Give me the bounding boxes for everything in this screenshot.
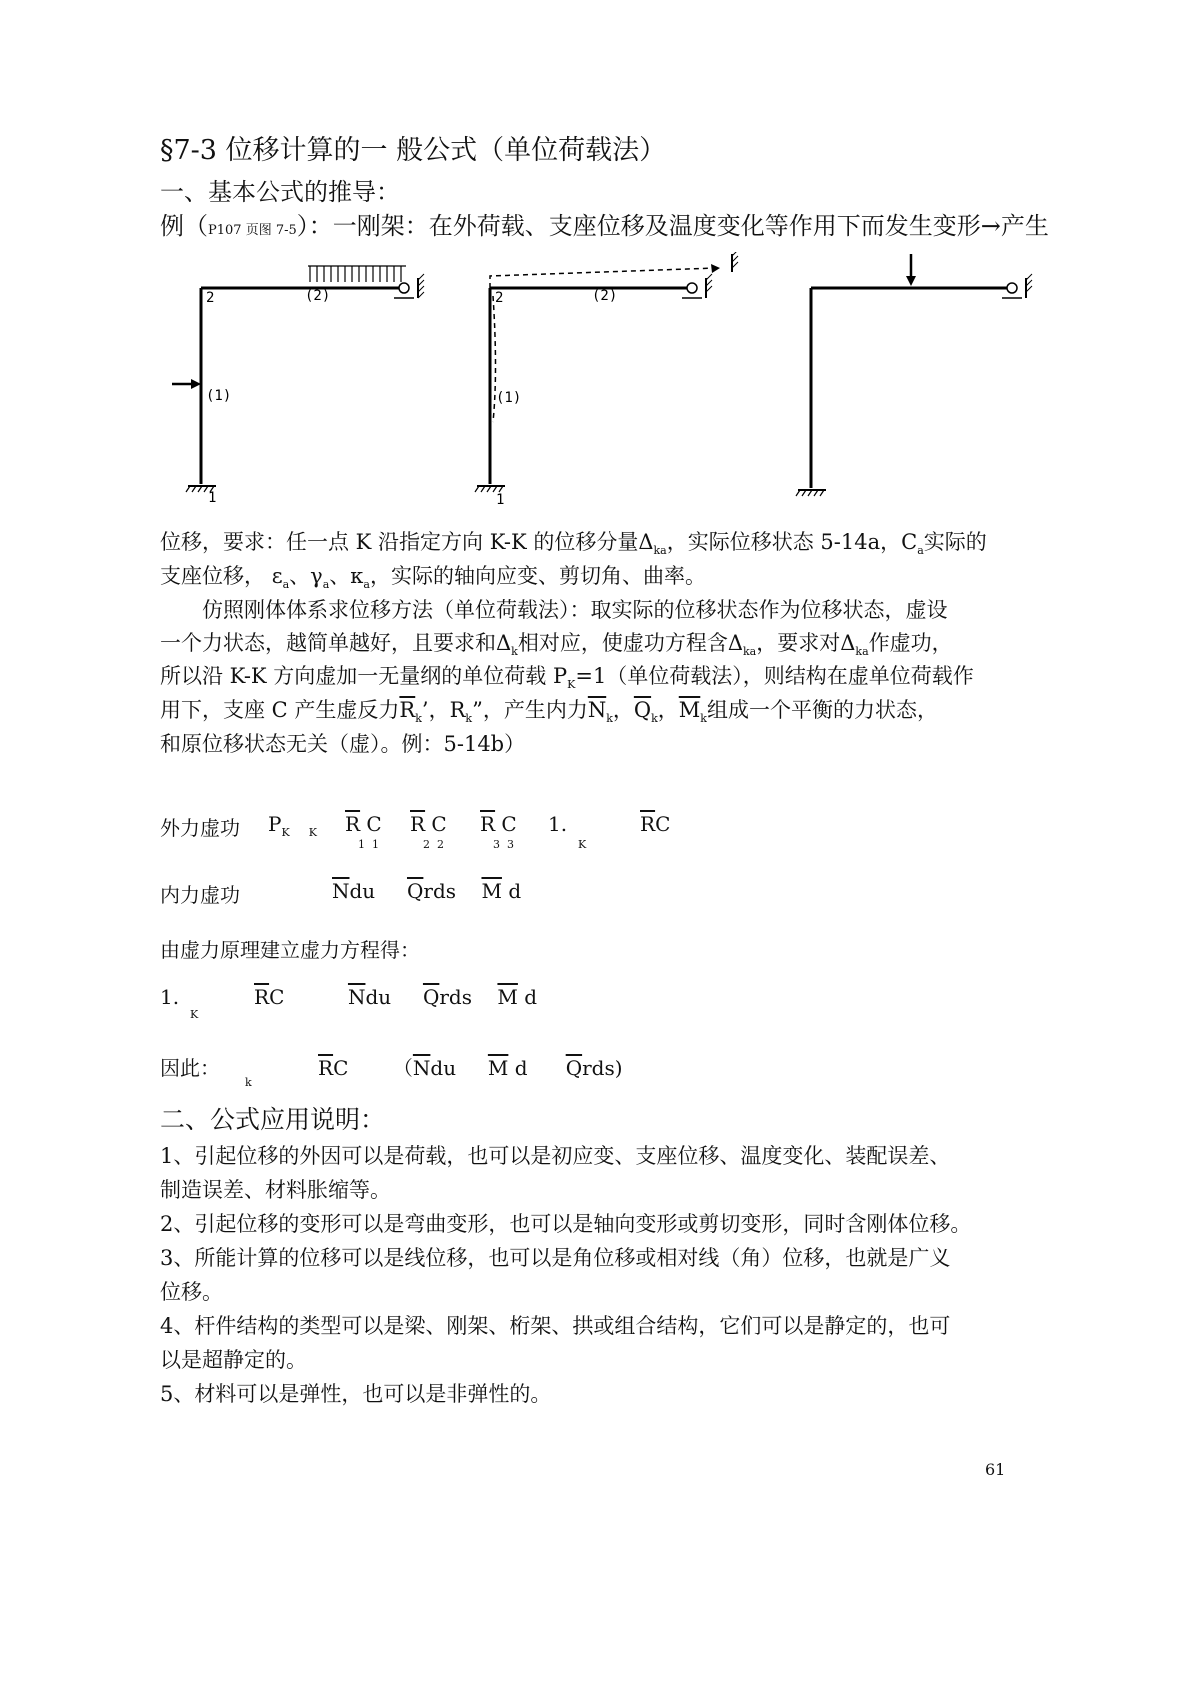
eq-term-rc-sum (640, 812, 670, 836)
symbol: rds) (582, 1056, 623, 1080)
text: 一个力状态，越简单越好，且要求和Δ (160, 631, 512, 655)
text: 位移，要求：任一点 K 沿指定方向 K-K 的位移分量Δ (160, 530, 654, 554)
subscript: K (281, 826, 290, 839)
text: 支座位移， (160, 564, 265, 588)
member-label-2b: (2) (592, 288, 618, 304)
symbol: C (269, 985, 285, 1009)
roller-support-c (1002, 274, 1032, 298)
list-item: 4、杆件结构的类型可以是梁、刚架、桁架、拱或组合结构，它们可以是静定的，也可 (160, 1314, 951, 1338)
para1-line2 (160, 560, 706, 591)
symbol: $\overline{Q}$ (422, 985, 440, 1009)
list-item: 以是超静定的。 (160, 1348, 307, 1372)
subscript: ka (653, 544, 667, 558)
member-label-2: (2) (305, 288, 331, 304)
subscript: K (308, 826, 317, 839)
text: 组成一个平衡的力状态， (706, 698, 938, 722)
text: 所以沿 K-K 方向虚加一无量纲的单位荷载 (160, 664, 547, 688)
subscript: k (511, 645, 518, 659)
example-line (160, 206, 1049, 241)
section-heading-2: 二、公式应用说明： (160, 1105, 386, 1134)
symbol: $\overline{N}$ (412, 1056, 431, 1080)
list-item: 制造误差、材料胀缩等。 (160, 1178, 391, 1202)
text: 作虚功， (868, 631, 953, 655)
eq-term-rc2-subs (423, 838, 444, 851)
para2-line2 (160, 627, 953, 658)
kappa: κ (350, 564, 364, 588)
subscript: ka (855, 645, 869, 659)
distributed-load (308, 266, 406, 282)
symbol: $\overline{Q}$ (406, 879, 424, 903)
symbol: rds (439, 985, 472, 1009)
member-label-1: (1) (206, 388, 232, 404)
text: ， (657, 698, 679, 722)
eq-virtual-force-intro: 由虚力原理建立虚力方程得： (160, 938, 420, 962)
text: ，实际的轴向应变、剪切角、曲率。 (369, 564, 706, 588)
text: 实际的 (923, 530, 987, 554)
subscript: k (606, 712, 613, 726)
symbol: d (524, 985, 538, 1009)
text: R (449, 698, 466, 722)
list-item: 位移。 (160, 1280, 223, 1304)
symbol: $\overline{R}$ (254, 985, 270, 1009)
para2-line4 (160, 694, 938, 725)
text: 相对应，使虚功方程含Δ (517, 631, 744, 655)
eq-term-rc1-subs (358, 838, 379, 851)
subscript: 2 (423, 838, 430, 851)
text: 、 (289, 564, 311, 588)
symbol: C (333, 1056, 349, 1080)
symbol: d (514, 1056, 528, 1080)
list-item: 3、所能计算的位移可以是线位移，也可以是角位移或相对线（角）位移，也就是广义 (160, 1246, 951, 1270)
subscript: 1 (358, 838, 365, 851)
subscript: a (282, 578, 290, 592)
subscript: a (363, 578, 370, 592)
symbol: $\overline{Q}$ (565, 1056, 583, 1080)
frame-figures (160, 252, 1060, 512)
eq-term-one-sub: K (578, 838, 587, 851)
symbol: rds (423, 879, 457, 903)
eq3-one-sub: K (190, 1008, 199, 1021)
node-label-2b: 2 (495, 290, 504, 306)
symbol: C (431, 812, 447, 836)
text: ，要求对Δ (756, 631, 856, 655)
subscript: a (917, 544, 924, 558)
page-title: §7-3 位移计算的一 般公式（单位荷载法） (160, 135, 667, 166)
overline-symbol: $\overline{R}$ (399, 698, 416, 722)
eq4-label: 因此： (160, 1056, 220, 1080)
text: =1（单位荷载法），则结构在虚单位荷载作 (575, 664, 974, 688)
subscript: k (651, 712, 658, 726)
frame-figure-a (172, 266, 424, 506)
text: 用下，支座 C 产生虚反力 (160, 698, 400, 722)
eq4-terms (318, 1052, 623, 1081)
subscript: k (415, 712, 422, 726)
node-label-1: 1 (208, 490, 217, 506)
epsilon: ε (271, 564, 283, 588)
list-item: 5、材料可以是弹性，也可以是非弹性的。 (160, 1382, 552, 1406)
overline-symbol: $\overline{Q}$ (633, 698, 652, 722)
frame-figure-b (475, 252, 738, 508)
symbol: $\overline{R}$ (318, 1056, 334, 1080)
eq-term-rc3 (480, 812, 517, 836)
eq4-sub: k (245, 1076, 252, 1089)
frame-figure-c (796, 254, 1032, 496)
text: P (552, 664, 568, 688)
eq-internal-terms (332, 879, 521, 903)
list-item: 2、引起位移的变形可以是弯曲变形，也可以是轴向变形或剪切变形，同时含刚体位移。 (160, 1212, 972, 1236)
subscript: 3 (493, 838, 500, 851)
symbol: $\overline{M}$ (481, 879, 502, 903)
symbol: $\overline{R}$ (480, 812, 496, 836)
fixed-support-c (796, 490, 826, 496)
symbol: $\overline{M}$ (497, 985, 518, 1009)
gamma: γ (310, 564, 323, 588)
symbol: $\overline{R}$ (410, 812, 426, 836)
eq3-terms (254, 985, 537, 1009)
eq-external-work-label: 外力虚功 (160, 816, 240, 840)
symbol: C (655, 812, 671, 836)
symbol: （ (392, 1056, 413, 1080)
text: ”，产生内力 (472, 698, 588, 722)
roller-support (394, 274, 424, 298)
section-heading-1: 一、基本公式的推导： (160, 178, 400, 206)
eq-term-rc1 (345, 812, 382, 836)
unit-load-arrow (906, 254, 916, 286)
page-number: 61 (985, 1460, 1006, 1479)
subscript: 2 (437, 838, 444, 851)
symbol: $\overline{N}$ (347, 985, 366, 1009)
symbol: $\overline{M}$ (487, 1056, 509, 1080)
symbol: du (430, 1056, 457, 1080)
text: ， (612, 698, 634, 722)
symbol: d (508, 879, 522, 903)
symbol: C (501, 812, 517, 836)
support-c-displaced (732, 252, 738, 272)
overline-symbol: $\overline{N}$ (587, 698, 607, 722)
example-suffix: ）：一刚架：在外荷载、支座位移及温度变化等作用下而发生变形→产生 (296, 212, 1049, 240)
subscript: a (322, 578, 330, 592)
text: ’， (421, 698, 450, 722)
para2-line5: 和原位移状态无关（虚）。例：5-14b） (160, 732, 526, 756)
symbol: $\overline{N}$ (332, 879, 350, 903)
symbol: P (268, 812, 282, 836)
example-ref: P107 页图 7-5 (208, 223, 297, 238)
text: 、 (329, 564, 351, 588)
eq-external-work-terms (268, 812, 317, 839)
node-label-2: 2 (206, 290, 215, 306)
load-arrow (172, 379, 201, 389)
symbol: $\overline{R}$ (345, 812, 361, 836)
subscript: ka (743, 645, 757, 659)
subscript: K (567, 678, 576, 692)
eq-term-one: 1. (548, 812, 568, 836)
symbol: $\overline{R}$ (640, 812, 656, 836)
subscript: 1 (372, 838, 379, 851)
para1-line1 (160, 526, 987, 557)
subscript: k (700, 712, 707, 726)
node-label-1b: 1 (496, 492, 505, 508)
para2-line3 (160, 660, 974, 691)
symbol: C (366, 812, 382, 836)
eq-term-rc3-subs (493, 838, 514, 851)
eq3-one: 1. (160, 985, 180, 1009)
symbol: du (349, 879, 376, 903)
support-c-original (682, 274, 712, 298)
example-prefix: 例（ (160, 212, 208, 240)
eq-term-rc2 (410, 812, 447, 836)
member-label-1b: (1) (496, 390, 522, 406)
subscript: k (465, 712, 473, 726)
overline-symbol: $\overline{M}$ (678, 698, 701, 722)
eq-internal-work-label: 内力虚功 (160, 883, 240, 907)
para2-line1: 仿照刚体体系求位移方法（单位荷载法）：取实际的位移状态作为位移状态，虚设 (202, 598, 948, 622)
text: ，实际位移状态 5-14a，C (666, 530, 918, 554)
list-item: 1、引起位移的外因可以是荷载，也可以是初应变、支座位移、温度变化、装配误差、 (160, 1144, 951, 1168)
symbol: du (365, 985, 392, 1009)
subscript: 3 (507, 838, 514, 851)
